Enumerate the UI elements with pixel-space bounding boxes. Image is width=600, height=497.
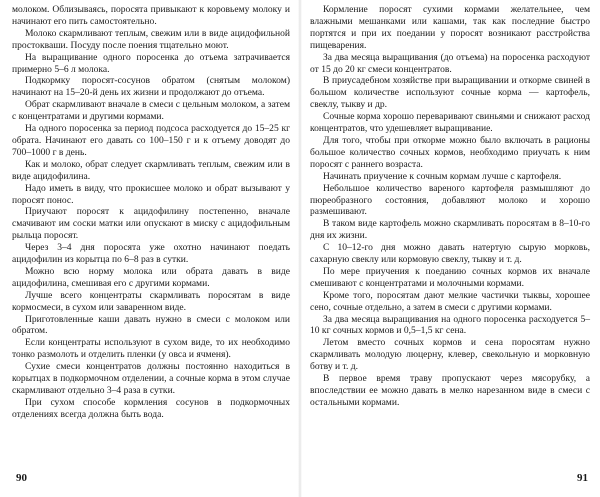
paragraph: Летом вместо сочных кормов и сена поросятам нужно скармливать молодую люцерну, клевер, свекольную и морковную ботву и т. д. — [310, 337, 590, 373]
paragraph: Кроме того, поросятам дают мелкие частички тыквы, хорошее сено, сочные отдельно, а затем в смеси с другими кормами. — [310, 289, 590, 313]
paragraph: Можно всю норму молока или обрата давать в виде ацидофилина, смешивая его с другими кормами. — [12, 265, 290, 289]
paragraph: Приучают поросят к ацидофилину постепенно, вначале смачивают им соски матки или опускают в миску с ацидофильным рыльца поросят. — [12, 206, 290, 242]
paragraph: Как и молоко, обрат следует скармливать теплым, свежим или в виде ацидофилина. — [12, 158, 290, 182]
paragraph: На одного поросенка за период подсоса расходуется до 15–25 кг обрата. Начинают его давать со 100–150 г и к отъему доводят до 700–1000 г в день. — [12, 123, 290, 158]
paragraph: Обрат скармливают вначале в смеси с цельным молоком, а затем с концентратами и другими кормами. — [12, 99, 290, 123]
book-gutter — [298, 0, 302, 497]
paragraph: молоком. Облизываясь, поросята привыкают к коровьему молоку и начинают его пить самостоятельно. — [12, 4, 290, 27]
paragraph: Если концентраты используют в сухом виде, то их необходимо тонко размолоть и отделить пленки (у овса и ячменя). — [12, 337, 290, 361]
page-number: 91 — [577, 472, 588, 484]
paragraph: В приусадебном хозяйстве при выращивании и откорме свиней в большом количестве используют сочные корма — картофель, свеклу, тыкву и др. — [310, 75, 590, 111]
paragraph: Начинать приучение к сочным кормам лучше с картофеля. — [323, 170, 562, 182]
paragraph: С 10–12-го дня можно давать натертую сырую морковь, сахарную свеклу или кормовую свеклу, тыкву и т. д. — [310, 242, 590, 266]
paragraph: Небольшое количество вареного картофеля размышляют до пюреобразного состояния, добавляют молоко и хорошо размешивают. — [310, 182, 590, 218]
paragraph: За два месяца выращивания (до отъема) на поросенка расходуют от 15 до 20 кг смеси концентратов. — [310, 51, 590, 75]
paragraph: Приготовленные каши давать нужно в смеси с молоком или обратом. — [12, 313, 290, 337]
paragraph: Сухие смеси концентратов должны постоянно находиться в корытцах в подкормочном отделении, а сочные корма в этом случае скармливают отдельно 3–4 раза в сутки. — [12, 361, 290, 396]
paragraph: Для того, чтобы при откорме можно было включать в рационы большое количество сочных кормов, необходимо приучать к ним поросят с раннего возраста. — [310, 134, 590, 170]
paragraph: На выращивание одного поросенка до отъема затрачивается примерно 5–6 л молока. — [12, 51, 290, 75]
paragraph: При сухом способе кормления сосунов в подкормочных отделениях всегда должна быть вода. — [12, 396, 290, 420]
paragraph: Подкормку поросят-сосунов обратом (снятым молоком) начинают на 15–20-й день их жизни и продолжают до отъема. — [12, 75, 290, 99]
paragraph: В таком виде картофель можно скармливать поросятам в 8–10-го дня их жизни. — [310, 218, 590, 242]
paragraph: Кормление поросят сухими кормами желательнее, чем влажными мешанками или кашами, так как последние быстро портятся и при их поедании у поросят возникают расстройства пищеварения. — [310, 4, 590, 51]
paragraph: Молоко скармливают теплым, свежим или в виде ацидофильной простокваши. Посуду после поения тщательно моют. — [12, 27, 290, 51]
paragraph: Сочные корма хорошо переваривают свиньями и снижают расход концентратов, что удешевляет выращивание. — [310, 111, 590, 135]
left-page-text — [12, 4, 290, 421]
paragraph: Лучше всего концентраты скармливать поросятам в виде кормосмеси, в сухом или заваренном виде. — [12, 289, 290, 313]
right-page-text — [310, 4, 590, 409]
paragraph: Надо иметь в виду, что прокисшее молоко и обрат вызывают у поросят понос. — [12, 182, 290, 206]
page-number: 90 — [16, 472, 27, 484]
right-page — [310, 0, 590, 497]
left-page — [12, 0, 290, 497]
paragraph: За два месяца выращивания на одного поросенка расходуется 5–10 кг сочных кормов и 0,5–1,5 кг сена. — [310, 313, 590, 337]
paragraph: Через 3–4 дня поросята уже охотно начинают поедать ацидофилин из корытца по 6–8 раз в сутки. — [12, 242, 290, 266]
paragraph: В первое время траву пропускают через мясорубку, а впоследствии ее можно давать в мелко нарезанном виде в смеси с остальными кормами. — [310, 373, 590, 408]
paragraph: По мере приучения к поеданию сочных кормов их вначале смешивают с концентратами и молочными кормами. — [310, 265, 590, 289]
